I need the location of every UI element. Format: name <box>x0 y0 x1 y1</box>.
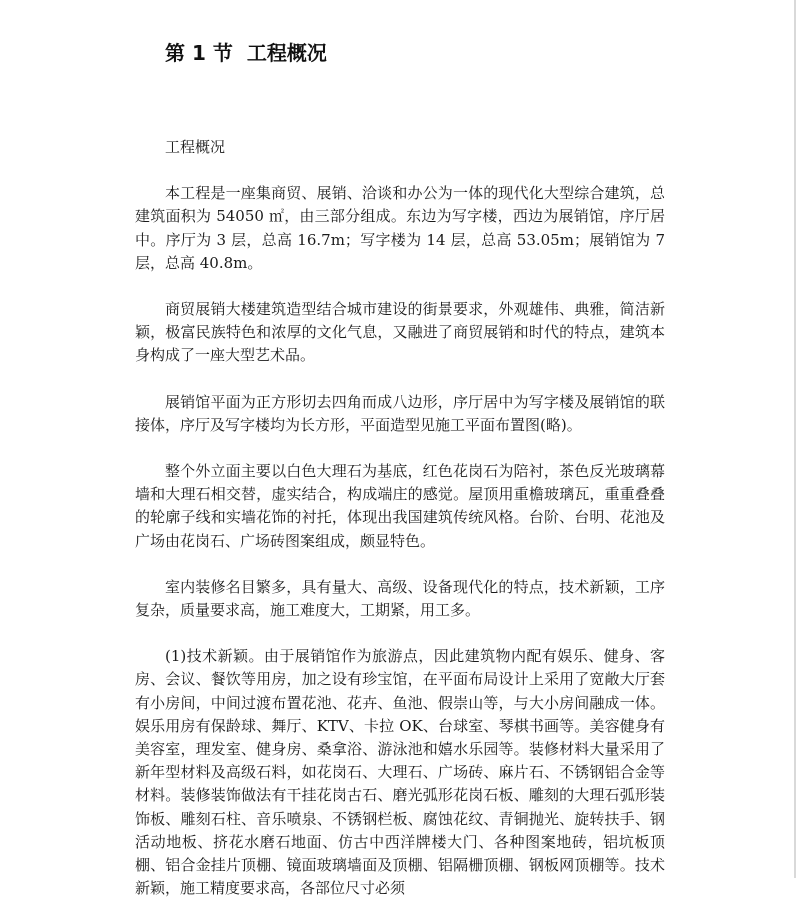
section-title <box>165 40 327 66</box>
paragraph: 本工程是一座集商贸、展销、洽谈和办公为一体的现代化大型综合建筑，总建筑面积为 54050 ㎡，由三部分组成。东边为写字楼，西边为展销馆，序厅居中。序厅为 3 层，总高 16.7m；写字楼为 14 层，总高 53.05m；展销馆为 7 层，总高 40.8m。 <box>135 184 665 272</box>
paragraph: 室内装修名目繁多，具有量大、高级、设备现代化的特点，技术新颖，工序复杂，质量要求高，施工难度大，工期紧，用工多。 <box>135 577 665 620</box>
paragraph: 展销馆平面为正方形切去四角而成八边形，序厅居中为写字楼及展销馆的联接体，序厅及写字楼均为长方形，平面造型见施工平面布置图(略)。 <box>135 392 665 434</box>
document-body <box>135 136 665 923</box>
paragraph: (1)技术新颖。由于展销馆作为旅游点，因此建筑物内配有娱乐、健身、客房、会议、餐饮等用房，加之设有珍宝馆，在平面布局设计上采用了宽敞大厅套有小房间，中间过渡布置花池、花卉、鱼池、假崇山等，与大小房间融成一体。娱乐用房有保龄球、舞厅、KTV、卡拉 OK、台球室、琴棋书画等。美容健身有美容室，理发室、健身房、桑拿浴、游泳池和嬉水乐园等。装修材料大量采用了新年型材料及高级石料，如花岗石、大理石、广场砖、麻片石、不锈钢铝合金等材料。装修装饰做法有干挂花岗古石、磨光弧形花岗石板、雕刻的大理石弧形装饰板、雕刻石柱、音乐喷泉、不锈钢栏板、腐蚀花纹、青铜抛光、旋转扶手、钢活动地板、挤花水磨石地面、仿古中西洋牌楼大门、各种图案地砖，铝坑板顶棚、铝合金挂片顶棚、镜面玻璃墙面及顶棚、铝隔栅顶棚、钢板网顶棚等。技术新颖，施工精度要求高，各部位尺寸必须 <box>135 647 665 898</box>
section-number: 第 1 节 <box>165 41 233 65</box>
subheading: 工程概况 <box>165 138 226 156</box>
paragraph: 整个外立面主要以白色大理石为基底，红色花岗石为陪衬，茶色反光玻璃幕墙和大理石相交替，虚实结合，构成端庄的感觉。屋顶用重檐玻璃瓦，重重叠叠的轮廓子线和实墙花饰的衬托，体现出我国建筑传统风格。台阶、台明、花池及广场由花岗石、广场砖图案组成，颇显特色。 <box>135 462 665 550</box>
paragraph: 商贸展销大楼建筑造型结合城市建设的街景要求，外观雄伟、典雅，简洁新颖，极富民族特色和浓厚的文化气息，又融进了商贸展销和时代的特点，建筑本身构成了一座大型艺术品。 <box>135 300 665 365</box>
section-title-text: 工程概况 <box>246 41 327 65</box>
